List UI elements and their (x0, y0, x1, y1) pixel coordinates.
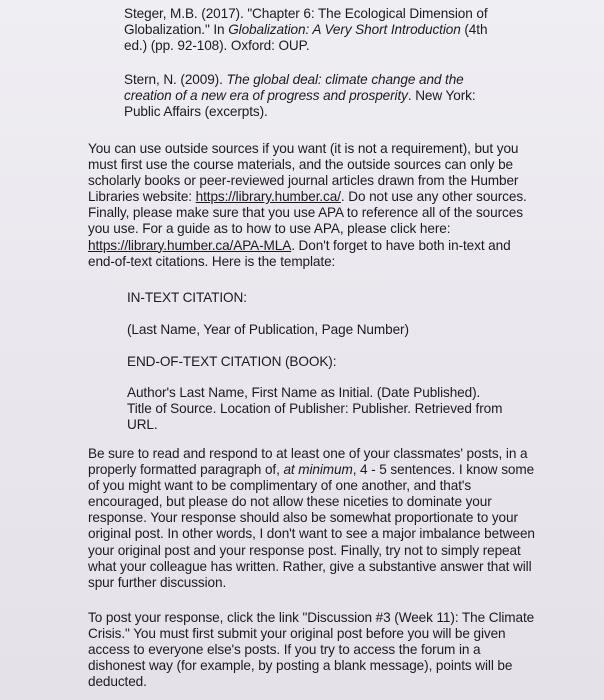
book-title: creation of a new era of progress and prosperity (124, 88, 408, 104)
reference-line: Public Affairs (excerpts). (124, 104, 268, 120)
end-of-text-citation-format: Author's Last Name, First Name as Initial. (Date Published). Title of Source. Location of Publisher: Publisher. Retrieved from URL. (127, 385, 503, 433)
end-of-text-citation-heading: END-OF-TEXT CITATION (BOOK): (127, 354, 337, 369)
emphasis-text: at minimum (283, 462, 353, 478)
book-title: Globalization: A Very Short Introduction (228, 22, 461, 38)
humber-library-link[interactable]: https://library.humber.ca/ (195, 189, 341, 205)
reference-line: ed.) (pp. 92-108). Oxford: OUP. (124, 38, 310, 54)
in-text-citation-heading: IN-TEXT CITATION: (127, 290, 247, 305)
reference-line: Steger, M.B. (2017). "Chapter 6: The Ecological Dimension of (124, 6, 488, 21)
outside-sources-paragraph: You can use outside sources if you want (it is not a requirement), but you must first use the course materials, and the outside sources can only be scholarly books or peer-reviewed journal articles drawn from the Humber Libraries website: https://library.humber.ca/. Do not use any other sources. Finally, please make sure that you use APA to reference all of the sources you use. For a guide as to how to use APA, please click here: https://library.humber.ca/APA-MLA. Don't forget to have both in-text and end-of-text citations. Here is the template: (88, 141, 527, 269)
reference-steger (124, 6, 564, 54)
reference-line: Globalization." In Globalization: A Very Short Introduction (4th (124, 22, 488, 38)
apa-guide-link[interactable]: https://library.humber.ca/APA-MLA (88, 237, 292, 253)
reference-line: creation of a new era of progress and prosperity. New York: (124, 88, 476, 104)
book-title: The global deal: climate change and the (226, 72, 464, 87)
in-text-citation-format: (Last Name, Year of Publication, Page Number) (127, 322, 409, 337)
reference-stern (124, 72, 554, 120)
reference-line: Stern, N. (2009). The global deal: climate change and the (124, 72, 464, 87)
posting-instructions-paragraph: To post your response, click the link "Discussion #3 (Week 11): The Climate Crisis." You must first submit your original post before you will be given access to everyone else's posts. If you try to access the forum in a dishonest way (for example, by posting a blank message), points will be deducted. (88, 610, 535, 690)
response-instructions-paragraph: Be sure to read and respond to at least one of your classmates' posts, in a properly formatted paragraph of, at minimum, 4 - 5 sentences. I know some of you might want to be complimentary of one another, and that's encouraged, but please do not allow these niceties to dominate your response. Your response should also be somewhat proportionate to your original post. In other words, I don't want to see a major imbalance between your original post and your response post. Finally, try not to simply repeat what your colleague has written. Rather, give a substantive answer that will spur further discussion. (88, 446, 535, 590)
